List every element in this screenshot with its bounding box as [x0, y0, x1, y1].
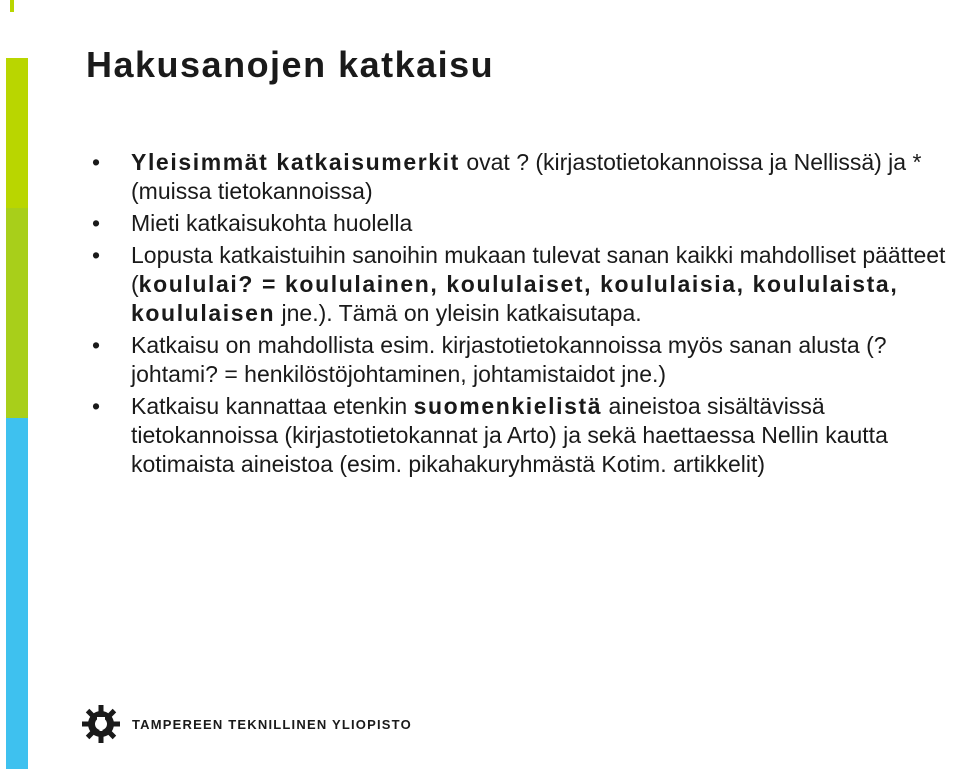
bullet-dot: •: [92, 332, 101, 358]
bullet-list: [92, 148, 954, 482]
bullet-item: [92, 148, 954, 206]
bullet-text: Mieti katkaisukohta huolella: [131, 210, 413, 236]
side-stripe-green: [6, 58, 28, 208]
bullet-text: Katkaisu on mahdollista esim. kirjastotietokannoissa myös sanan alusta (?johtami? = henkilöstöjohtaminen, johtamistaidot jne.): [131, 332, 887, 387]
side-stripe-blue: [6, 418, 28, 769]
footer-logo-bar: [80, 703, 412, 745]
bullet-dot: •: [92, 149, 101, 175]
bullet-text: Lopusta katkaistuihin sanoihin mukaan tulevat sanan kaikki mahdolliset päätteet (: [131, 242, 946, 297]
emphasized-text: koululai? = koululainen, koululaiset, koululaisia, koululaista, koululaisen: [131, 271, 899, 326]
side-stripe-lime: [6, 208, 28, 418]
university-name: TAMPEREEN TEKNILLINEN YLIOPISTO: [132, 716, 412, 732]
bullet-dot: •: [92, 242, 101, 268]
bullet-text: jne.). Tämä on yleisin katkaisutapa.: [275, 300, 642, 326]
bullet-item: [92, 241, 954, 328]
gear-logo-icon: [80, 703, 122, 745]
slide-title: Hakusanojen katkaisu: [86, 44, 495, 85]
top-accent-stripe: [10, 0, 14, 12]
bullet-dot: •: [92, 393, 101, 419]
emphasized-text: suomenkielistä: [413, 393, 603, 419]
bullet-text: Katkaisu kannattaa etenkin: [131, 393, 414, 419]
bullet-item: [92, 392, 954, 479]
bullet-text: ovat ? (kirjastotietokannoissa ja Nellissä) ja * (muissa tietokannoissa): [131, 149, 922, 204]
bullet-text: aineistoa sisältävissä tietokannoissa (kirjastotietokannat ja Arto) ja sekä haettaessa Nellin kautta kotimaista aineistoa (esim. pikahakuryhmästä Kotim. artikkelit): [131, 393, 888, 477]
bullet-dot: •: [92, 210, 101, 236]
emphasized-text: Yleisimmät katkaisumerkit: [131, 149, 460, 175]
bullet-item: [92, 331, 954, 389]
bullet-item: [92, 209, 954, 238]
